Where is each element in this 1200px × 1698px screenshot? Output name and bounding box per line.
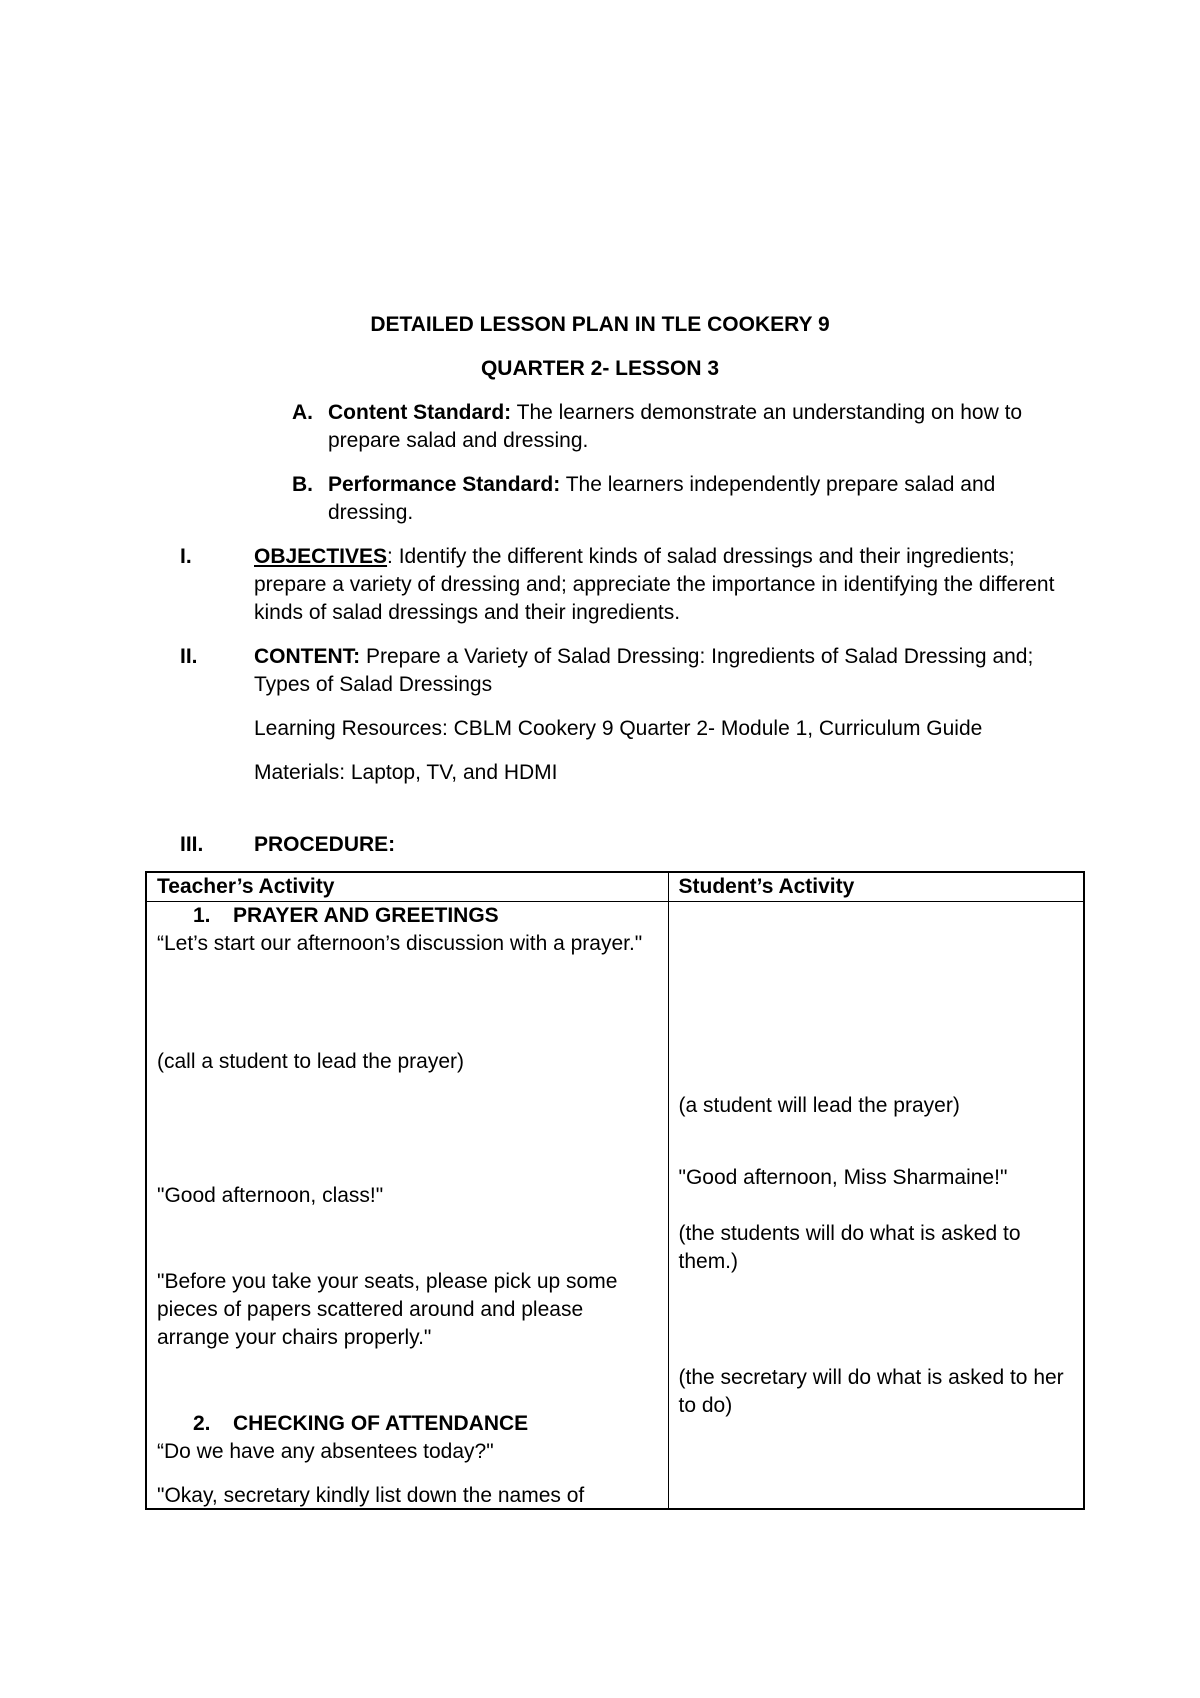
attendance-heading <box>157 1410 660 1438</box>
teacher-line-greeting: "Good afternoon, class!" <box>157 1184 384 1207</box>
teacher-line-secretary: "Okay, secretary kindly list down the names of <box>157 1484 585 1507</box>
performance-standard-letter: B. <box>292 473 313 496</box>
attendance-label: CHECKING OF ATTENDANCE <box>233 1412 529 1435</box>
document-subtitle: QUARTER 2- LESSON 3 <box>480 357 720 380</box>
teacher-line-instructions: "Before you take your seats, please pick up some pieces of papers scattered around and please arrange your chairs properly." <box>157 1270 618 1349</box>
performance-standard-label: Performance Standard: <box>328 473 561 496</box>
teacher-activity-header: Teacher’s Activity <box>146 872 668 902</box>
content-label: CONTENT: <box>254 645 361 668</box>
prayer-greetings-label: PRAYER AND GREETINGS <box>233 904 499 927</box>
performance-standard-text: The learners independently prepare salad and dressing. <box>328 473 996 524</box>
table-row <box>146 902 1084 1510</box>
teacher-activity-cell <box>147 902 668 1508</box>
learning-resources: Learning Resources: CBLM Cookery 9 Quarter 2- Module 1, Curriculum Guide <box>254 717 983 740</box>
teacher-line-call-student: (call a student to lead the prayer) <box>157 1050 465 1073</box>
content-text: Prepare a Variety of Salad Dressing: Ingredients of Salad Dressing and; Types of Salad Dressings <box>254 645 1034 696</box>
student-line-comply: (the students will do what is asked to them.) <box>678 1222 1021 1273</box>
materials: Materials: Laptop, TV, and HDMI <box>254 761 558 784</box>
teacher-line-prayer: “Let’s start our afternoon’s discussion with a prayer." <box>157 932 643 955</box>
content-section <box>180 643 1080 787</box>
procedure-number: III. <box>180 833 204 856</box>
prayer-greetings-number: 1. <box>193 904 211 927</box>
teacher-line-absentees: “Do we have any absentees today?" <box>157 1440 494 1463</box>
performance-standard <box>292 471 1082 527</box>
content-number: II. <box>180 645 198 668</box>
student-line-prayer: (a student will lead the prayer) <box>678 1094 960 1117</box>
procedure-label: PROCEDURE: <box>254 833 396 856</box>
prayer-greetings-heading <box>157 902 660 930</box>
content-standard-letter: A. <box>292 401 313 424</box>
procedure-section <box>180 831 1080 859</box>
objectives-label: OBJECTIVES <box>254 545 388 568</box>
procedure-table <box>145 871 1085 1510</box>
student-line-secretary: (the secretary will do what is asked to her to do) <box>678 1366 1064 1417</box>
student-line-greeting: "Good afternoon, Miss Sharmaine!" <box>678 1166 1008 1189</box>
objectives-text: : Identify the different kinds of salad dressings and their ingredients; prepare a variety of dressing and; appreciate the importance in identifying the different kinds of salad dressings and their ingredients. <box>254 545 1055 624</box>
document-title: DETAILED LESSON PLAN IN TLE COOKERY 9 <box>370 313 830 336</box>
content-standard-text: The learners demonstrate an understanding on how to prepare salad and dressing. <box>328 401 1023 452</box>
attendance-number: 2. <box>193 1412 211 1435</box>
table-header-row <box>146 872 1084 902</box>
content-standard-label: Content Standard: <box>328 401 512 424</box>
student-activity-header: Student’s Activity <box>668 872 1084 902</box>
student-activity-cell <box>669 902 1084 1508</box>
content-standard <box>292 399 1082 455</box>
objectives-number: I. <box>180 545 192 568</box>
objectives-section <box>180 543 1080 627</box>
